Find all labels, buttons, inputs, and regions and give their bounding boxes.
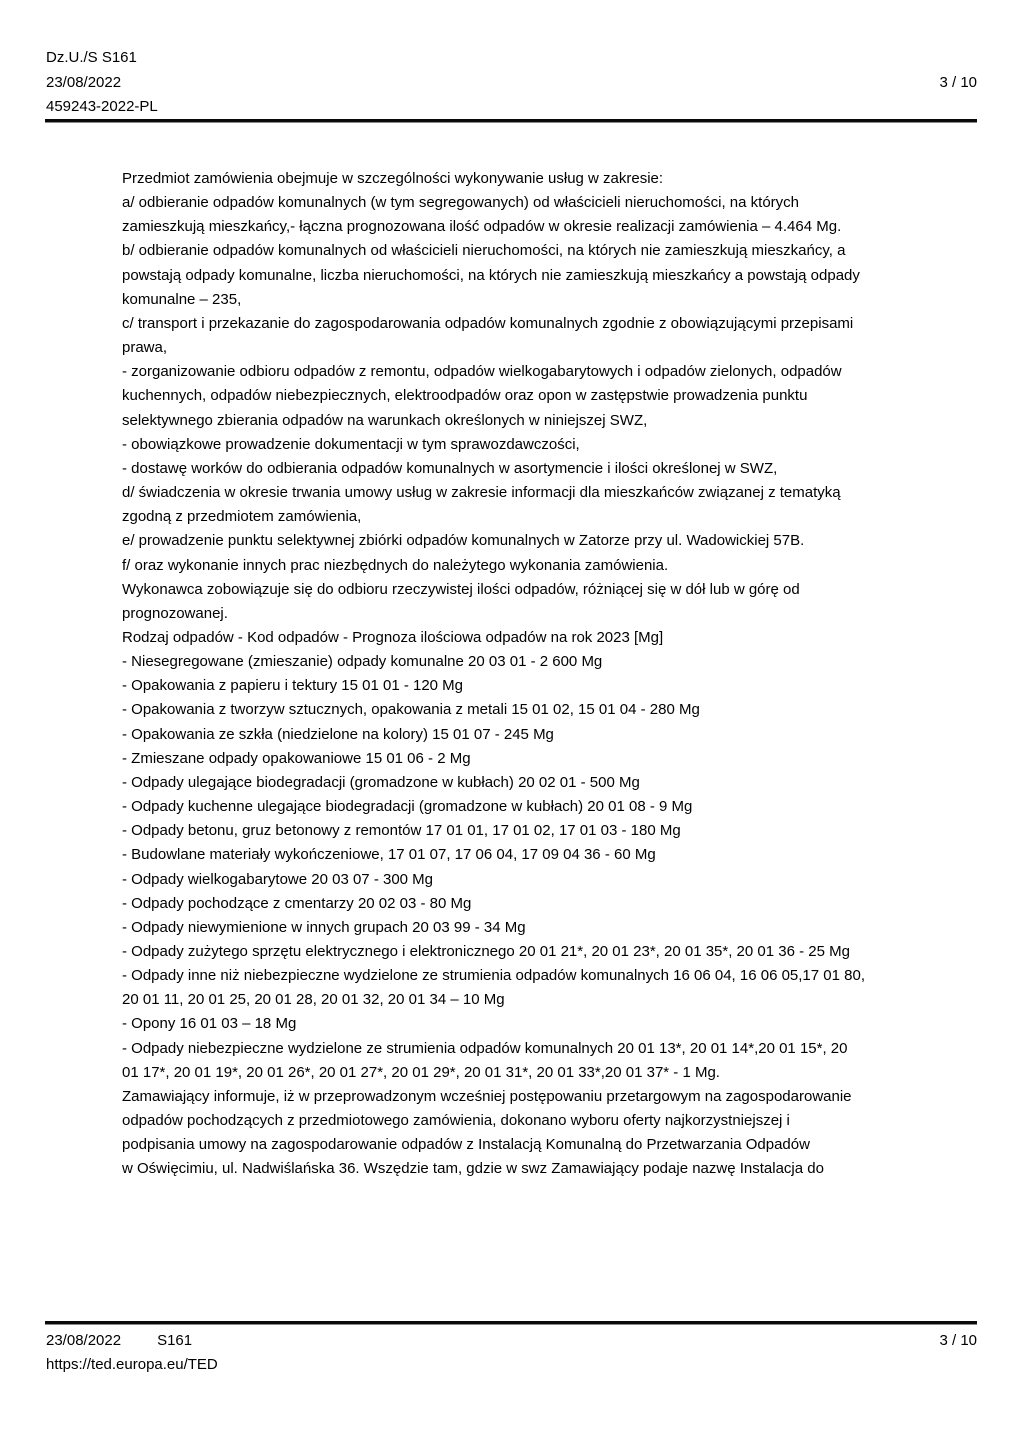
body-line: prognozowanej.: [122, 604, 228, 622]
header-divider: [45, 119, 977, 123]
body-line: - Opony 16 01 03 – 18 Mg: [122, 1015, 297, 1033]
body-line: - Opakowania z tworzyw sztucznych, opakowania z metali 15 01 02, 15 01 04 - 280 Mg: [122, 701, 700, 719]
body-line: 01 17*, 20 01 19*, 20 01 26*, 20 01 27*, 20 01 29*, 20 01 31*, 20 01 33*,20 01 37* - 1 Mg.: [122, 1063, 720, 1081]
body-line: odpadów pochodzących z przedmiotowego zamówienia, dokonano wyboru oferty najkorzystniejszej i: [122, 1112, 790, 1130]
footer-series: S161: [157, 1332, 193, 1349]
body-line: f/ oraz wykonanie innych prac niezbędnych do należytego wykonania zamówienia.: [122, 556, 669, 574]
journal-issue: Dz.U./S S161: [46, 49, 137, 66]
footer-divider: [45, 1321, 977, 1325]
body-line: - Odpady pochodzące z cmentarzy 20 02 03 - 80 Mg: [122, 894, 472, 912]
document-body: [122, 167, 982, 1182]
body-line: - Odpady zużytego sprzętu elektrycznego i elektronicznego 20 01 21*, 20 01 23*, 20 01 35*, 20 01 36 - 25 Mg: [122, 943, 850, 960]
header-date: 23/08/2022: [46, 73, 122, 91]
body-line: prawa,: [122, 339, 168, 357]
body-line: d/ świadczenia w okresie trwania umowy usług w zakresie informacji dla mieszkańców związanej z tematyką: [122, 484, 841, 502]
body-line: - Opakowania ze szkła (niedzielone na kolory) 15 01 07 - 245 Mg: [122, 725, 554, 743]
body-line: Zamawiający informuje, iż w przeprowadzonym wcześniej postępowaniu przetargowym na zagospodarowanie: [122, 1087, 852, 1105]
body-line: - Odpady betonu, gruz betonowy z remontów 17 01 01, 17 01 02, 17 01 03 - 180 Mg: [122, 822, 681, 840]
body-line: - obowiązkowe prowadzenie dokumentacji w tym sprawozdawczości,: [122, 435, 580, 453]
footer-row: [46, 1329, 977, 1353]
footer-page-indicator: 3 / 10: [939, 1332, 977, 1349]
body-line: komunalne – 235,: [122, 290, 242, 308]
body-line: - Zmieszane odpady opakowaniowe 15 01 06 - 2 Mg: [122, 749, 471, 767]
header-page-indicator: 3 / 10: [939, 73, 977, 91]
body-line: Przedmiot zamówienia obejmuje w szczególności wykonywanie usług w zakresie:: [122, 170, 664, 187]
body-line: - dostawę worków do odbierania odpadów komunalnych w asortymencie i ilości określonej w SWZ,: [122, 459, 778, 477]
body-line: - Odpady niebezpieczne wydzielone ze strumienia odpadów komunalnych 20 01 13*, 20 01 14*,20 01 15*, 20: [122, 1039, 848, 1057]
body-line: b/ odbieranie odpadów komunalnych od właścicieli nieruchomości, na których nie zamieszkują mieszkańcy, a: [122, 242, 846, 260]
body-line: Wykonawca zobowiązuje się do odbioru rzeczywistej ilości odpadów, różniącej się w dół lub w górę od: [122, 580, 800, 598]
body-line: - Opakowania z papieru i tektury 15 01 01 - 120 Mg: [122, 677, 464, 695]
document-footer: [46, 1329, 977, 1378]
body-line: w Oświęcimiu, ul. Nadwiślańska 36. Wszędzie tam, gdzie w swz Zamawiający podaje nazwę Instalacja do: [122, 1160, 824, 1178]
body-line: powstają odpady komunalne, liczba nieruchomości, na których nie zamieszkują mieszkańcy a powstają odpady: [122, 266, 860, 284]
body-line: - Budowlane materiały wykończeniowe, 17 01 07, 17 06 04, 17 09 04 36 - 60 Mg: [122, 846, 656, 864]
body-line: Rodzaj odpadów - Kod odpadów - Prognoza ilościowa odpadów na rok 2023 [Mg]: [122, 628, 664, 646]
body-line: zgodną z przedmiotem zamówienia,: [122, 508, 362, 526]
body-line: - Odpady ulegające biodegradacji (gromadzone w kubłach) 20 02 01 - 500 Mg: [122, 773, 640, 791]
body-line: - Odpady niewymienione w innych grupach 20 03 99 - 34 Mg: [122, 918, 526, 936]
body-line: 20 01 11, 20 01 25, 20 01 28, 20 01 32, 20 01 34 – 10 Mg: [122, 991, 505, 1009]
body-line: - Odpady inne niż niebezpieczne wydzielone ze strumienia odpadów komunalnych 16 06 04, 16 06 05,17 01 80,: [122, 967, 865, 985]
footer-date: 23/08/2022: [46, 1332, 122, 1349]
footer-row: [46, 1353, 977, 1377]
body-line: c/ transport i przekazanie do zagospodarowania odpadów komunalnych zgodnie z obowiązującymi przepisami: [122, 314, 854, 332]
body-line: a/ odbieranie odpadów komunalnych (w tym segregowanych) od właścicieli nieruchomości, na których: [122, 194, 799, 212]
body-line: - Niesegregowane (zmieszanie) odpady komunalne 20 03 01 - 2 600 Mg: [122, 653, 603, 671]
document-number: 459243-2022-PL: [46, 98, 158, 116]
document-header: [46, 46, 977, 120]
body-line: - Odpady kuchenne ulegające biodegradacji (gromadzone w kubłach) 20 01 08 - 9 Mg: [122, 798, 693, 816]
body-line: selektywnego zbierania odpadów na warunkach określonych w niniejszej SWZ,: [122, 411, 648, 429]
body-line: zamieszkują mieszkańcy,- łączna prognozowana ilość odpadów w okresie realizacji zamówienia – 4.464 Mg.: [122, 218, 842, 236]
body-line: e/ prowadzenie punktu selektywnej zbiórki odpadów komunalnych w Zatorze przy ul. Wadowickiej 57B.: [122, 532, 805, 550]
body-line: - Odpady wielkogabarytowe 20 03 07 - 300 Mg: [122, 870, 434, 888]
body-line: - zorganizowanie odbioru odpadów z remontu, odpadów wielkogabarytowych i odpadów zielonych, odpadów: [122, 363, 842, 381]
ted-url-link[interactable]: https://ted.europa.eu/TED: [46, 1356, 218, 1374]
body-line: podpisania umowy na zagospodarowanie odpadów z Instalacją Komunalną do Przetwarzania Odpadów: [122, 1136, 810, 1154]
body-line: kuchennych, odpadów niebezpiecznych, elektroodpadów oraz opon w zastępstwie prowadzenia punktu: [122, 387, 808, 405]
